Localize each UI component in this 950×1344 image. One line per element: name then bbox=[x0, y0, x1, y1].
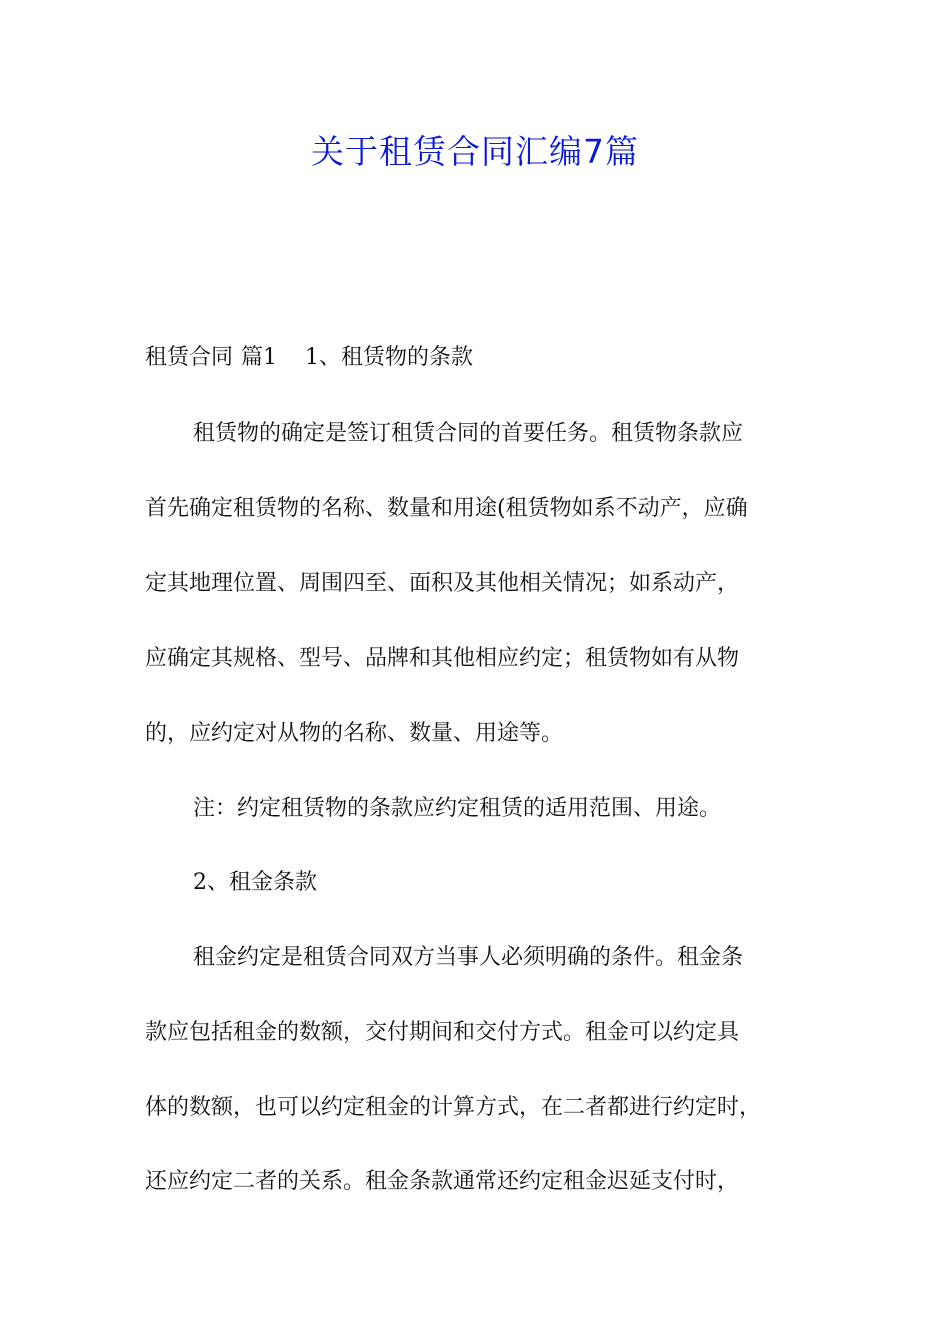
paragraph-line: 款应包括租金的数额，交付期间和交付方式。租金可以约定具 bbox=[145, 1020, 740, 1045]
clause-heading: 2、租金条款 bbox=[193, 870, 317, 895]
paragraph-line: 定其地理位置、周围四至、面积及其他相关情况；如系动产， bbox=[145, 571, 740, 596]
section-heading bbox=[145, 343, 473, 373]
paragraph-line: 的，应约定对从物的名称、数量、用途等。 bbox=[145, 721, 564, 746]
paragraph-line: 还应约定二者的关系。租金条款通常还约定租金迟延支付时， bbox=[145, 1169, 740, 1194]
paragraph-line: 租金约定是租赁合同双方当事人必须明确的条件。租金条 bbox=[193, 945, 744, 970]
heading-clause-title: 1、租赁物的条款 bbox=[305, 345, 474, 370]
heading-contract-label: 租赁合同 bbox=[145, 345, 234, 370]
paragraph-line: 应确定其规格、型号、品牌和其他相应约定；租赁物如有从物 bbox=[145, 646, 740, 671]
document-title: 关于租赁合同汇编7篇 bbox=[311, 132, 639, 171]
heading-part-number: 篇1 bbox=[241, 345, 278, 370]
paragraph-line: 体的数额，也可以约定租金的计算方式，在二者都进行约定时， bbox=[145, 1095, 762, 1120]
note-line: 注：约定租赁物的条款应约定租赁的适用范围、用途。 bbox=[193, 796, 722, 821]
paragraph-line: 首先确定租赁物的名称、数量和用途(租赁物如系不动产，应确 bbox=[145, 496, 748, 521]
paragraph-line: 租赁物的确定是签订租赁合同的首要任务。租赁物条款应 bbox=[193, 421, 744, 446]
